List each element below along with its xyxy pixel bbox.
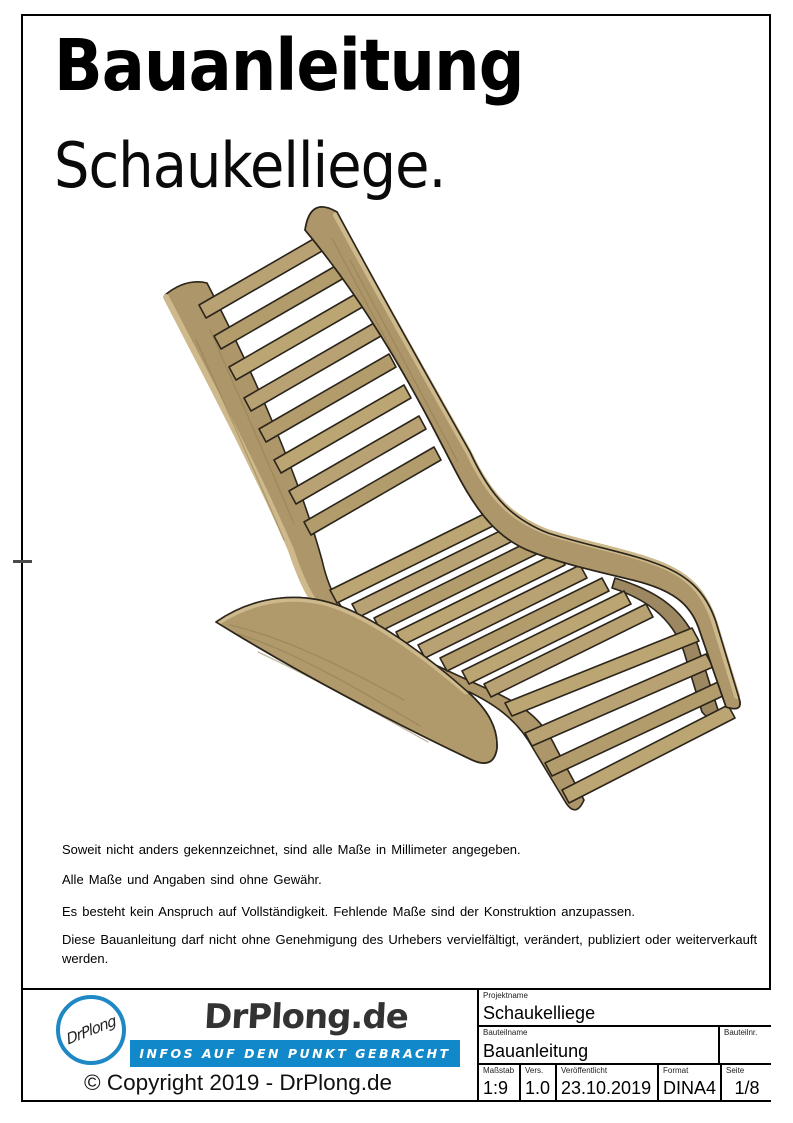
massstab-value: 1:9 [483,1078,509,1098]
format-value: DINA4 [663,1078,717,1098]
site-name: DrPlong.de [203,997,409,1037]
note-copyright-terms: Diese Bauanleitung darf nicht ohne Genehmigung des Urhebers vervielfältigt, verändert, publiziert oder weiterverkauft werden. [62,932,758,966]
bauteilnr-label: Bauteilnr. [724,1028,758,1037]
drawing-title-block [477,990,771,1100]
titleblock-cell-bauteilnr [718,1027,771,1063]
titleblock-cell-veroeffentlicht [555,1065,657,1100]
bauteilname-value: Bauanleitung [483,1041,589,1061]
format-label: Format [663,1066,689,1075]
logo-monogram: DrPlong [64,1011,118,1049]
titleblock-cell-bauteilname [479,1027,718,1063]
projektname-label: Projektname [483,991,528,1000]
veroeffentlicht-value: 23.10.2019 [561,1078,652,1098]
page-subtitle: Schaukelliege. [54,129,446,202]
massstab-label: Maßstab [483,1066,515,1075]
note-units: Soweit nicht anders gekennzeichnet, sind alle Maße in Millimeter angegeben. [62,842,521,857]
projektname-value: Schaukelliege [483,1003,596,1023]
vers-label: Vers. [525,1066,544,1075]
veroeffentlicht-label: Veröffentlicht [561,1066,608,1075]
copyright-line: © Copyright 2019 - DrPlong.de [84,1070,392,1095]
seite-value: 1/8 [734,1078,760,1098]
vers-value: 1.0 [525,1078,551,1098]
titleblock-cell-projektname [479,990,771,1025]
tagline-banner: INFOS AUF DEN PUNKT GEBRACHT [130,1040,460,1067]
titleblock-cell-seite [720,1065,771,1100]
note-no-guarantee: Alle Maße und Angaben sind ohne Gewähr. [62,872,322,887]
seite-label: Seite [726,1066,745,1075]
titleblock-cell-vers [519,1065,555,1100]
bauteilname-label: Bauteilname [483,1028,528,1037]
page-title: Bauanleitung [54,24,524,107]
titleblock-cell-massstab [479,1065,519,1100]
note-completeness: Es besteht kein Anspruch auf Vollständigkeit. Fehlende Maße sind der Konstruktion anzupassen. [62,904,635,919]
titleblock-cell-format [657,1065,720,1100]
drplong-logo-icon [56,995,126,1065]
bauteilnr-value [724,1060,768,1062]
